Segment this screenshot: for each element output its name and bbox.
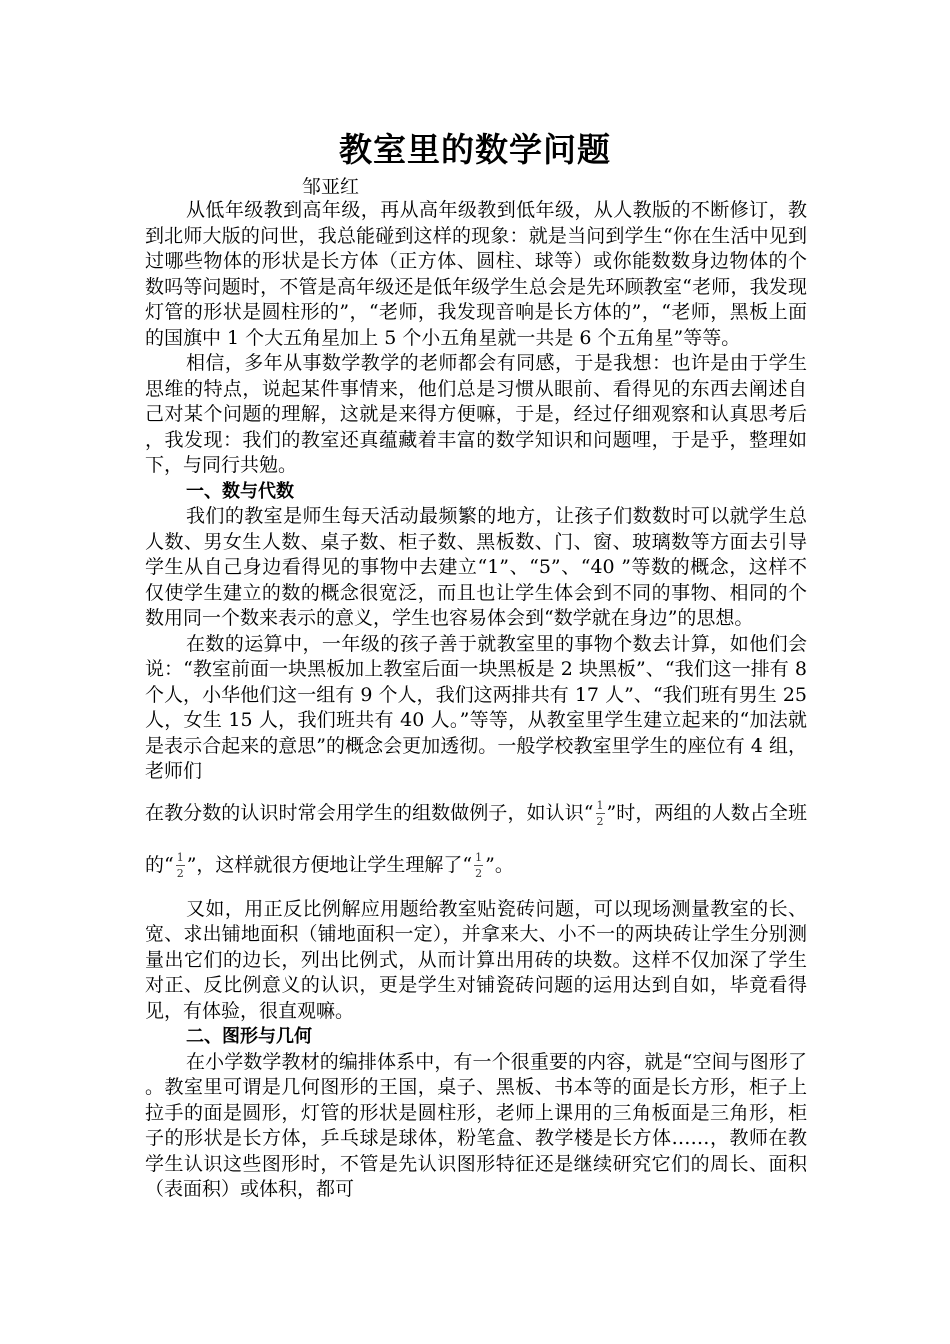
- fraction-numerator: 1: [475, 851, 483, 864]
- paragraph-intro: 从低年级教到高年级，再从高年级教到低年级，从人教版的不断修订，教到北师大版的问世，我总能碰到这样的现象：就是当问到学生“你在生活中见到过哪些物体的形状是长方体（正方体、圆柱、球等）或你能数数身边物体的个数吗等问题时，不管是高年级还是低年级学生总会是先环顾教室“老师，我发现灯管的形状是圆柱形的”，“老师，我发现音响是长方体的”，“老师，黑板上面的国旗中 1 个大五角星加上 5 个小五角星就一共是 6 个五角星”等等。: [145, 199, 807, 349]
- document-body: [145, 198, 807, 1203]
- fraction-denominator: 2: [176, 867, 184, 880]
- fraction-numerator: 1: [176, 851, 184, 864]
- fraction-text-4: ”。: [485, 853, 514, 876]
- section-heading-numbers-algebra: 一、数与代数: [186, 480, 294, 502]
- fraction-bar: [596, 813, 605, 814]
- paragraph-reflection: 相信，多年从事数学教学的老师都会有同感，于是我想：也许是由于学生思维的特点，说起某件事情来，他们总是习惯从眼前、看得见的东西去阐述自己对某个问题的理解，这就是来得方便嘛，于是，经过仔细观察和认真思考后，我发现：我们的教室还真蕴藏着丰富的数学知识和问题哩，于是乎，整理如下，与同行共勉。: [145, 352, 807, 476]
- section-heading-geometry: 二、图形与几何: [186, 1026, 312, 1047]
- document-title: 教室里的数学问题: [339, 130, 611, 169]
- paragraph-fractions: [145, 787, 807, 891]
- fraction-one-half: [474, 851, 483, 880]
- paragraph-number-concepts: 我们的教室是师生每天活动最频繁的地方，让孩子们数数时可以就学生总人数、男女生人数、桌子数、柜子数、黑板数、门、窗、玻璃数等方面去引导学生从自己身边看得见的事物中去建立“1”、“5”、“40 ”等数的概念，这样不仅使学生建立的数的概念很宽泛，而且也让学生体会到不同的事物、相同的个数用同一个数来表示的意义，学生也容易体会到“数学就在身边”的思想。: [145, 505, 807, 629]
- fraction-bar: [474, 865, 483, 866]
- fraction-bar: [176, 865, 185, 866]
- fraction-denominator: 2: [596, 815, 604, 828]
- fraction-one-half: [596, 799, 605, 828]
- paragraph-proportion: 又如，用正反比例解应用题给教室贴瓷砖问题，可以现场测量教室的长、宽、求出铺地面积（铺地面积一定），并拿来大、小不一的两块砖让学生分别测量出它们的边长，列出比例式，从而计算出用砖的块数。这样不仅加深了学生对正、反比例意义的认识，更是学生对铺瓷砖问题的运用达到自如，毕竟看得见，有体验，很直观嘛。: [145, 897, 807, 1022]
- fraction-text-3: ”，这样就很方便地让学生理解了“: [186, 853, 473, 876]
- fraction-denominator: 2: [475, 867, 483, 880]
- paragraph-geometry: 在小学数学教材的编排体系中，有一个很重要的内容，就是“空间与图形了。教室里可谓是几何图形的王国，桌子、黑板、书本等的面是长方形，柜子上拉手的面是圆形，灯管的形状是圆柱形，老师上课用的三角板面是三角形，柜子的形状是长方体，乒乓球是球体，粉笔盒、教学楼是长方体……，教师在教学生认识这些图形时，不管是先认识图形特征还是继续研究它们的周长、面积（表面积）或体积，都可: [145, 1050, 807, 1200]
- fraction-one-half: [176, 851, 185, 880]
- fraction-text-2: ”时，两组的人数占全班的“: [145, 801, 808, 876]
- fraction-numerator: 1: [596, 799, 604, 812]
- fraction-text-1: 在教分数的认识时常会用学生的组数做例子，如认识“: [145, 801, 594, 824]
- author-name: 邹亚红: [302, 176, 360, 198]
- paragraph-operations: 在数的运算中，一年级的孩子善于就教室里的事物个数去计算，如他们会说：“教室前面一块黑板加上教室后面一块黑板是 2 块黑板”、“我们这一排有 8 个人，小华他们这一组有 9 个人，我们这两排共有 17 人”、“我们班有男生 25 人，女生 15 人，我们班共有 40 人。”等等，从教室里学生建立起来的“加法就是表示合起来的意思”的概念会更加透彻。一般学校教室里学生的座位有 4 组，老师们: [145, 632, 807, 782]
